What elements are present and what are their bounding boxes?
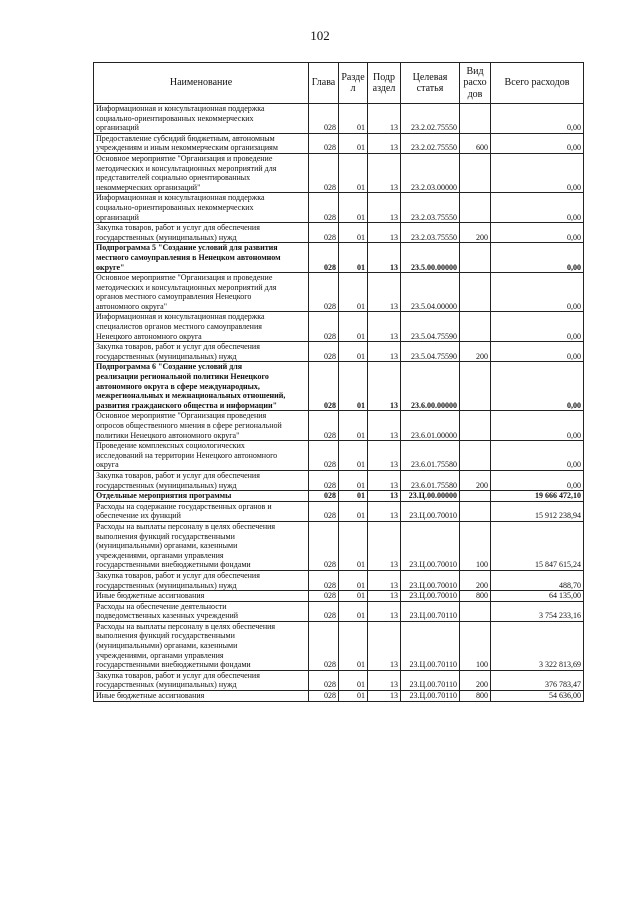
row-subsection: 13 [368,342,401,362]
row-section: 01 [339,411,368,441]
row-total: 0,00 [491,470,584,490]
row-chapter: 028 [309,411,339,441]
row-section: 01 [339,243,368,273]
row-target: 23.2.03.00000 [401,153,460,192]
row-subsection: 13 [368,441,401,471]
row-total: 488,70 [491,570,584,590]
row-name: Основное мероприятие "Организация и проведение методических и консультационных мероприятий для органов местного самоуправления Ненецкого автономного округа" [94,273,309,312]
row-target: 23.2.03.75550 [401,193,460,223]
row-chapter: 028 [309,670,339,690]
row-name: Проведение комплексных социологических исследований на территории Ненецкого автономного округа [94,441,309,471]
row-chapter: 028 [309,521,339,570]
row-section: 01 [339,491,368,502]
header-name: Наименование [94,63,309,104]
table-row [94,193,584,223]
row-section: 01 [339,342,368,362]
row-exp-type [460,153,491,192]
row-target: 23.2.02.75550 [401,133,460,153]
row-target: 23.6.01.00000 [401,411,460,441]
row-name: Предоставление субсидий бюджетным, автономным учреждениям и иным некоммерческим организациям [94,133,309,153]
row-subsection: 13 [368,362,401,411]
row-subsection: 13 [368,104,401,134]
table-row [94,362,584,411]
row-name: Подпрограмма 6 "Создание условий для реализации региональной политики Ненецкого автономного округа в сфере международных, межрегиональных и межнациональных отношений, развития гражданского общества и информации" [94,362,309,411]
row-section: 01 [339,133,368,153]
row-subsection: 13 [368,591,401,602]
row-chapter: 028 [309,691,339,702]
table-row [94,104,584,134]
table-row [94,342,584,362]
table-row [94,501,584,521]
row-chapter: 028 [309,591,339,602]
row-exp-type [460,601,491,621]
row-target: 23.6.01.75580 [401,441,460,471]
row-chapter: 028 [309,570,339,590]
row-chapter: 028 [309,601,339,621]
row-name: Закупка товаров, работ и услуг для обеспечения государственных (муниципальных) нужд [94,223,309,243]
table-row [94,670,584,690]
row-chapter: 028 [309,441,339,471]
table-row [94,591,584,602]
row-subsection: 13 [368,570,401,590]
row-subsection: 13 [368,153,401,192]
header-exp-type: Вид расхо дов [460,63,491,104]
row-exp-type [460,312,491,342]
row-section: 01 [339,441,368,471]
row-exp-type: 200 [460,470,491,490]
row-exp-type [460,104,491,134]
row-subsection: 13 [368,670,401,690]
row-target: 23.6.01.75580 [401,470,460,490]
row-chapter: 028 [309,153,339,192]
table-row [94,273,584,312]
row-chapter: 028 [309,470,339,490]
table-row [94,491,584,502]
row-name: Расходы на выплаты персоналу в целях обеспечения выполнения функций государственными (муниципальными) органами, казенными учреждениями, органами управления государственными внебюджетными фондами [94,521,309,570]
row-name: Иные бюджетные ассигнования [94,591,309,602]
header-subsection: Подр аздел [368,63,401,104]
table-row [94,133,584,153]
row-section: 01 [339,193,368,223]
row-chapter: 028 [309,491,339,502]
table-row [94,570,584,590]
header-section: Разде л [339,63,368,104]
row-target: 23.2.02.75550 [401,104,460,134]
row-target: 23.Ц.00.70010 [401,501,460,521]
row-subsection: 13 [368,521,401,570]
row-total: 0,00 [491,104,584,134]
row-target: 23.Ц.00.70110 [401,670,460,690]
header-total: Всего расходов [491,63,584,104]
table-row [94,691,584,702]
row-target: 23.5.04.00000 [401,273,460,312]
row-subsection: 13 [368,411,401,441]
row-target: 23.2.03.75550 [401,223,460,243]
row-total: 15 847 615,24 [491,521,584,570]
row-chapter: 028 [309,273,339,312]
row-exp-type: 800 [460,591,491,602]
row-name: Закупка товаров, работ и услуг для обеспечения государственных (муниципальных) нужд [94,470,309,490]
row-name: Основное мероприятие "Организация и проведение методических и консультационных мероприятий для представителей социально ориентированных некоммерческих организаций" [94,153,309,192]
row-subsection: 13 [368,691,401,702]
row-exp-type: 200 [460,223,491,243]
row-subsection: 13 [368,470,401,490]
header-chapter: Глава [309,63,339,104]
row-section: 01 [339,621,368,670]
row-target: 23.5.00.00000 [401,243,460,273]
row-target: 23.Ц.00.70110 [401,691,460,702]
row-total: 0,00 [491,243,584,273]
row-total: 0,00 [491,312,584,342]
row-target: 23.Ц.00.70110 [401,601,460,621]
row-name: Закупка товаров, работ и услуг для обеспечения государственных (муниципальных) нужд [94,670,309,690]
row-target: 23.Ц.00.70010 [401,521,460,570]
row-name: Иные бюджетные ассигнования [94,691,309,702]
row-chapter: 028 [309,342,339,362]
row-exp-type: 200 [460,670,491,690]
row-section: 01 [339,470,368,490]
row-subsection: 13 [368,601,401,621]
table-row [94,621,584,670]
row-chapter: 028 [309,104,339,134]
row-subsection: 13 [368,223,401,243]
row-total: 15 912 238,94 [491,501,584,521]
row-name: Закупка товаров, работ и услуг для обеспечения государственных (муниципальных) нужд [94,570,309,590]
row-total: 54 636,00 [491,691,584,702]
table-header-row [94,63,584,104]
row-target: 23.5.04.75590 [401,342,460,362]
row-target: 23.Ц.00.70010 [401,570,460,590]
row-total: 19 666 472,10 [491,491,584,502]
row-exp-type: 800 [460,691,491,702]
row-total: 64 135,00 [491,591,584,602]
row-subsection: 13 [368,273,401,312]
row-total: 0,00 [491,362,584,411]
row-total: 0,00 [491,342,584,362]
row-exp-type [460,273,491,312]
row-section: 01 [339,591,368,602]
header-target: Целевая статья [401,63,460,104]
row-section: 01 [339,570,368,590]
row-total: 0,00 [491,411,584,441]
row-name: Отдельные мероприятия программы [94,491,309,502]
table-row [94,312,584,342]
row-section: 01 [339,691,368,702]
row-chapter: 028 [309,312,339,342]
row-name: Расходы на содержание государственных органов и обеспечение их функций [94,501,309,521]
row-subsection: 13 [368,193,401,223]
budget-table [93,62,584,702]
table-body [94,104,584,702]
row-name: Информационная и консультационная поддержка социально-ориентированных некоммерческих организаций [94,193,309,223]
row-total: 0,00 [491,193,584,223]
row-target: 23.Ц.00.70110 [401,621,460,670]
row-exp-type [460,491,491,502]
row-total: 0,00 [491,133,584,153]
row-section: 01 [339,501,368,521]
row-name: Закупка товаров, работ и услуг для обеспечения государственных (муниципальных) нужд [94,342,309,362]
row-exp-type [460,362,491,411]
row-subsection: 13 [368,491,401,502]
row-chapter: 028 [309,193,339,223]
row-chapter: 028 [309,501,339,521]
row-total: 376 783,47 [491,670,584,690]
row-total: 0,00 [491,223,584,243]
row-total: 0,00 [491,153,584,192]
row-section: 01 [339,273,368,312]
row-exp-type: 100 [460,521,491,570]
row-chapter: 028 [309,621,339,670]
row-total: 3 322 813,69 [491,621,584,670]
table-row [94,470,584,490]
row-chapter: 028 [309,223,339,243]
row-name: Подпрограмма 5 "Создание условий для развития местного самоуправления в Ненецком автономном округе" [94,243,309,273]
row-target: 23.Ц.00.00000 [401,491,460,502]
page-number: 102 [310,28,330,43]
row-exp-type [460,243,491,273]
row-exp-type [460,441,491,471]
row-name: Основное мероприятие "Организация проведения опросов общественного мнения в сфере региональной политики Ненецкого автономного округа" [94,411,309,441]
table-row [94,223,584,243]
row-target: 23.5.04.75590 [401,312,460,342]
table-row [94,521,584,570]
row-exp-type [460,501,491,521]
row-exp-type [460,193,491,223]
row-name: Расходы на выплаты персоналу в целях обеспечения выполнения функций государственными (муниципальными) органами, казенными учреждениями, органами управления государственными внебюджетными фондами [94,621,309,670]
row-exp-type: 200 [460,570,491,590]
row-total: 0,00 [491,273,584,312]
table-row [94,153,584,192]
row-exp-type: 600 [460,133,491,153]
row-subsection: 13 [368,621,401,670]
row-exp-type: 200 [460,342,491,362]
row-name: Информационная и консультационная поддержка социально-ориентированных некоммерческих организаций [94,104,309,134]
row-target: 23.6.00.00000 [401,362,460,411]
table-row [94,411,584,441]
row-section: 01 [339,521,368,570]
row-name: Расходы на обеспечение деятельности подведомственных казенных учреждений [94,601,309,621]
row-section: 01 [339,670,368,690]
row-subsection: 13 [368,133,401,153]
row-section: 01 [339,601,368,621]
row-total: 3 754 233,16 [491,601,584,621]
row-section: 01 [339,153,368,192]
row-chapter: 028 [309,243,339,273]
table-row [94,243,584,273]
row-section: 01 [339,312,368,342]
row-name: Информационная и консультационная поддержка специалистов органов местного самоуправления Ненецкого автономного округа [94,312,309,342]
table-row [94,601,584,621]
row-subsection: 13 [368,501,401,521]
row-total: 0,00 [491,441,584,471]
row-chapter: 028 [309,133,339,153]
row-section: 01 [339,223,368,243]
table-row [94,441,584,471]
row-section: 01 [339,362,368,411]
row-exp-type: 100 [460,621,491,670]
row-section: 01 [339,104,368,134]
row-subsection: 13 [368,312,401,342]
row-exp-type [460,411,491,441]
row-target: 23.Ц.00.70010 [401,591,460,602]
row-subsection: 13 [368,243,401,273]
row-chapter: 028 [309,362,339,411]
